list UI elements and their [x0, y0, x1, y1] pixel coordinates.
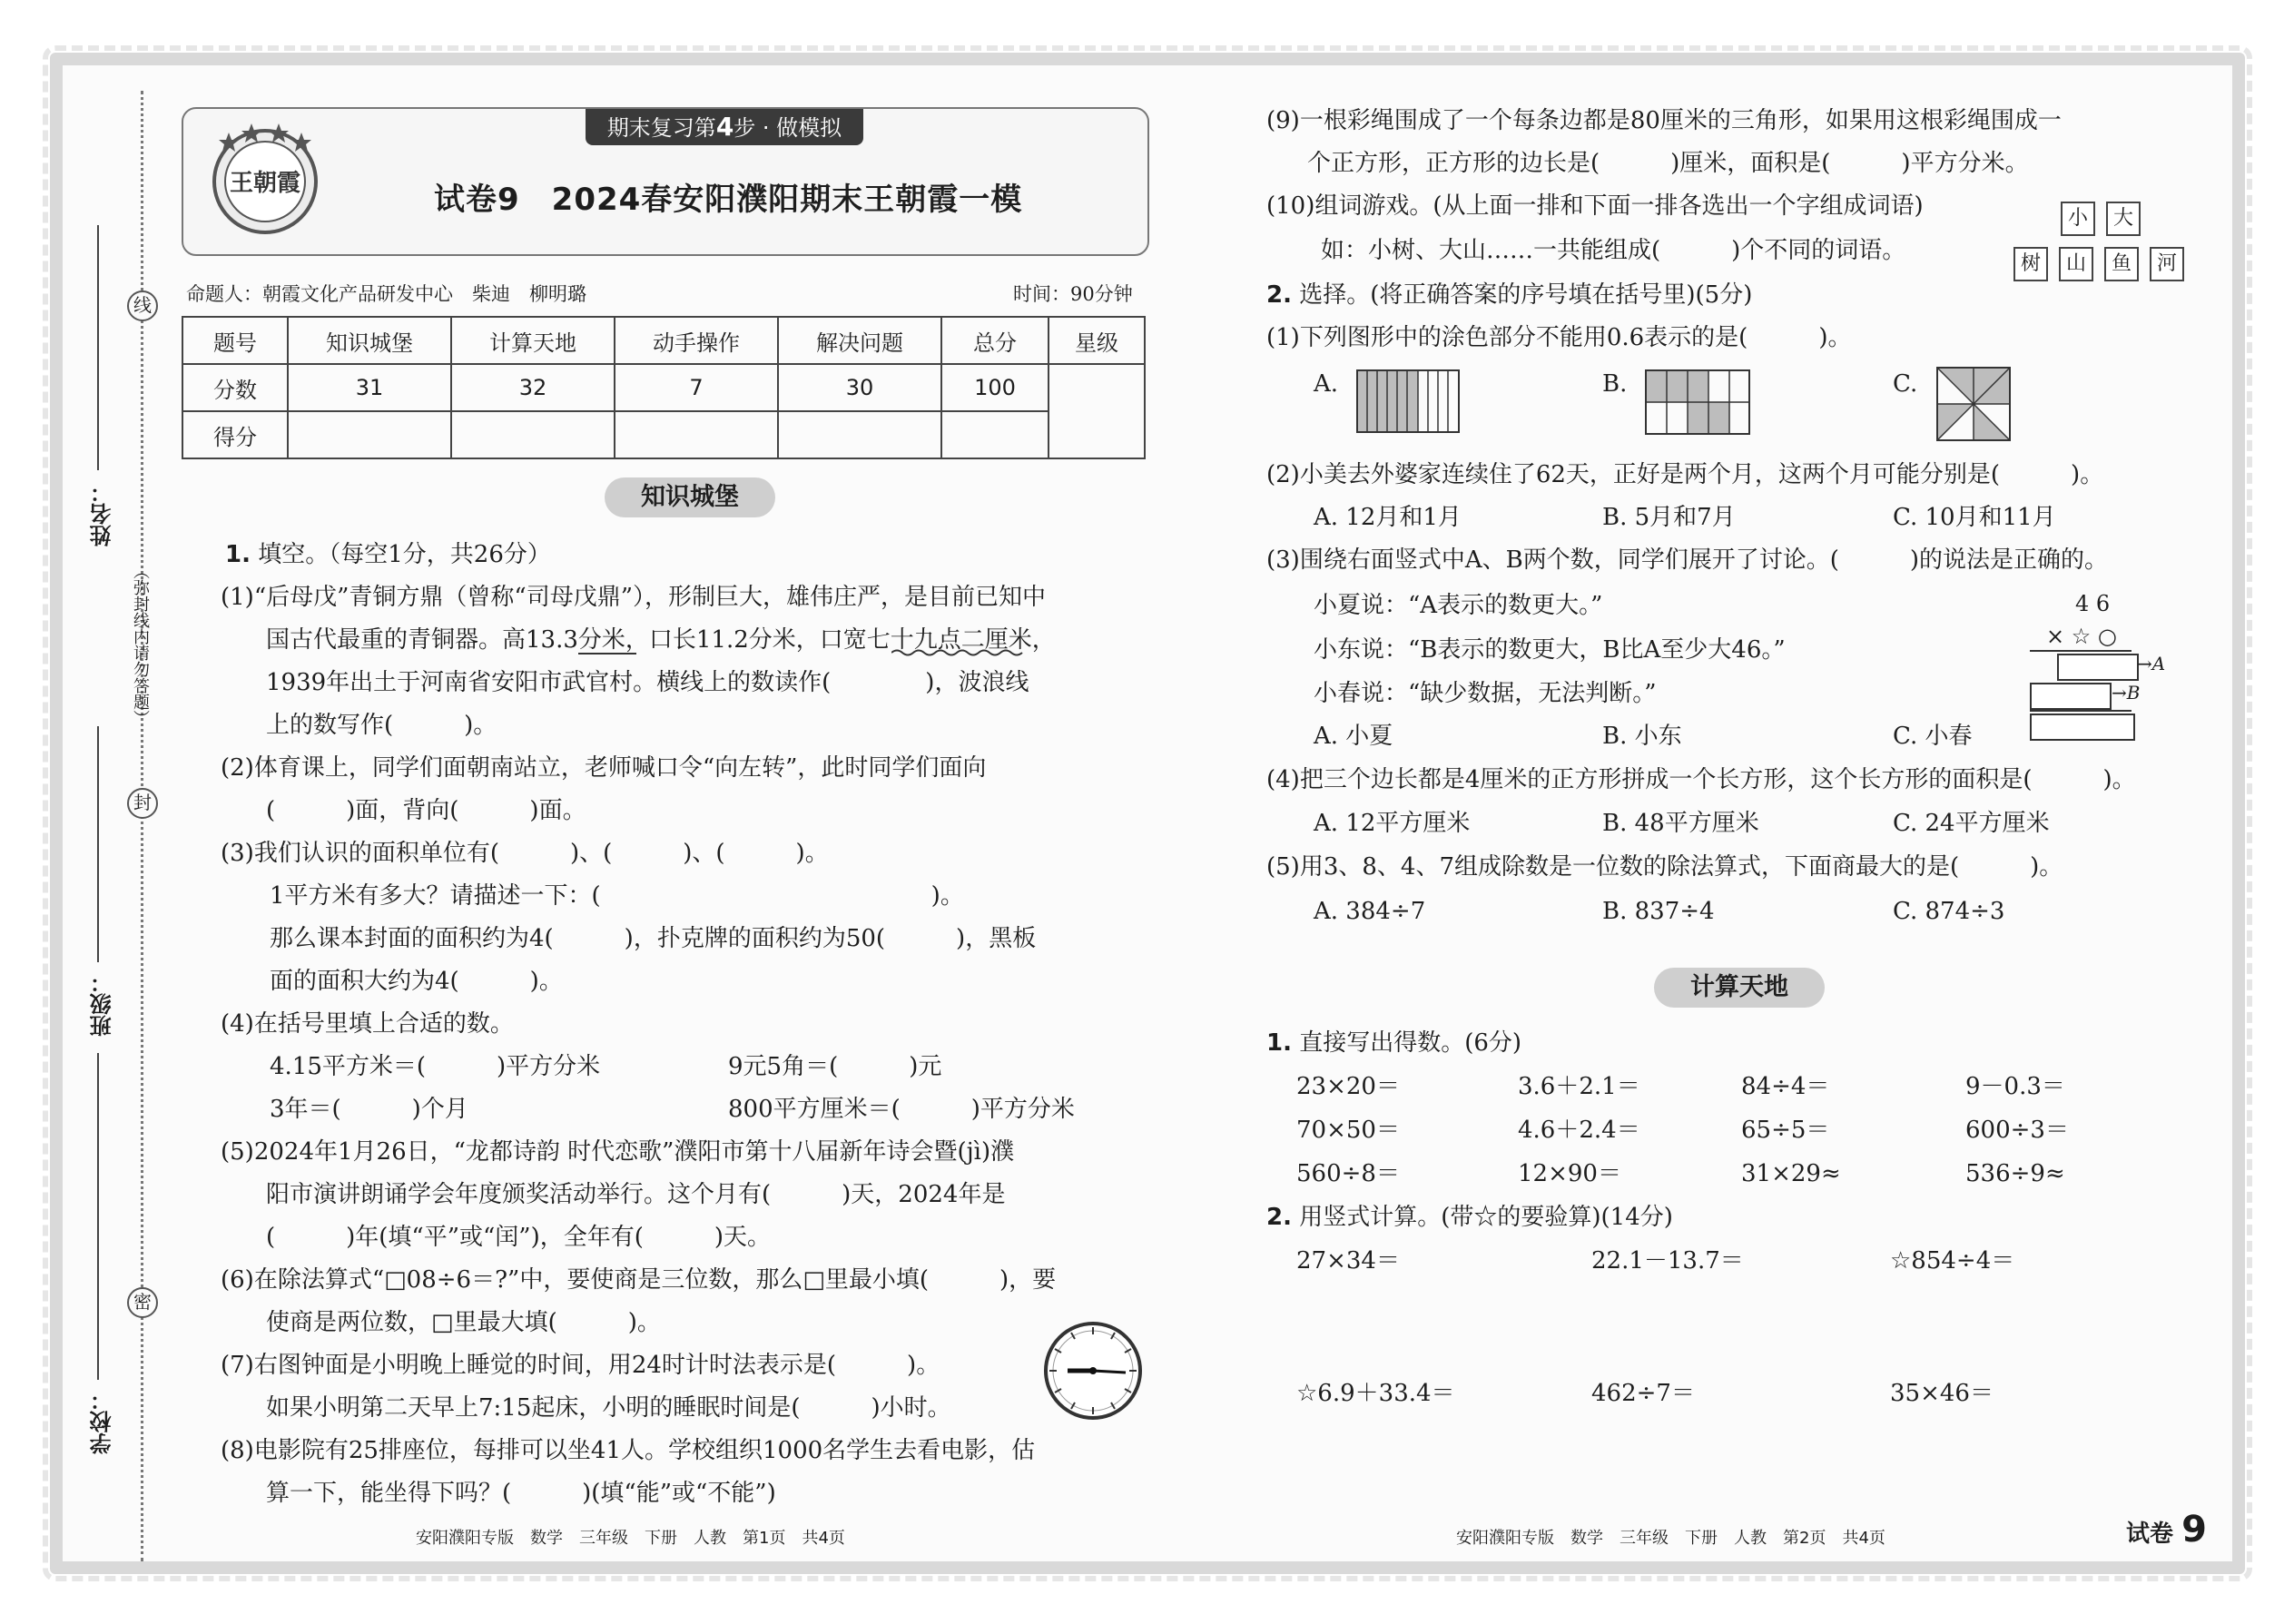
straight-underline	[578, 653, 636, 655]
footer-left: 安阳濮阳专版 数学 三年级 下册 人教 第1页 共4页	[416, 1529, 845, 1548]
q1-line: (9)一根彩绳围成了一个每条边都是80厘米的三角形，如果用这根彩绳围成一	[1266, 107, 2062, 134]
earned-cell[interactable]	[451, 411, 615, 458]
vertical-top: 4 6	[2075, 591, 2111, 616]
q1-line: ( )年(填“平”或“闰”)，全年有( )天。	[266, 1224, 772, 1251]
q1-heading: 1. 填空。（每空1分，共26分）	[225, 541, 551, 568]
q1-line: 面的面积大约为4( )。	[270, 968, 563, 995]
time-limit: 时间：90分钟	[1013, 283, 1133, 305]
section-calculation: 计算天地	[1654, 968, 1825, 1008]
choice-line: 小夏说：“A表示的数更大。”	[1314, 592, 1603, 619]
vertical-calc-item: ☆854÷4＝	[1890, 1247, 2015, 1275]
option: A. 小夏	[1314, 723, 1393, 750]
choice-line: (2)小美去外婆家连续住了62天，正好是两个月，这两个月可能分别是( )。	[1266, 461, 2104, 488]
binding-note: （弥封线内请勿答题）	[131, 563, 150, 726]
authors: 命题人：朝霞文化产品研发中心 柴迪 柳明璐	[186, 283, 586, 305]
calc-item: 23×20＝	[1296, 1073, 1400, 1100]
calc-item: 31×29≈	[1741, 1160, 1841, 1187]
clock-icon	[1042, 1320, 1144, 1422]
star-rating-cell[interactable]	[1049, 364, 1145, 458]
calc-item: 9－0.3＝	[1965, 1073, 2065, 1100]
binding-char-seal: 封	[127, 788, 158, 819]
q1-line: 上的数写作( )。	[266, 712, 497, 739]
score-header: 知识城堡	[288, 317, 451, 364]
score-value: 31	[288, 364, 451, 411]
vertical-second: × ☆ ○	[2046, 624, 2117, 649]
q1-line: 800平方厘米＝( )平方分米	[728, 1096, 1075, 1123]
q1-line: (5)2024年1月26日，“龙都诗韵 时代恋歌”濮阳市第十八届新年诗会暨(jì)濮	[221, 1138, 1015, 1166]
name-label: 姓名：	[90, 481, 115, 546]
q1-line: (7)右图钟面是小明晚上睡觉的时间，用24时计时法表示是( )。	[221, 1352, 940, 1379]
option-label: A.	[1314, 370, 1339, 398]
option: A. 384÷7	[1314, 898, 1426, 925]
option: B. 48平方厘米	[1602, 810, 1759, 837]
q1-line: 1平方米有多大？请描述一下：( )。	[270, 882, 964, 910]
binding-char-line: 线	[127, 290, 158, 321]
option: C. 24平方厘米	[1893, 810, 2050, 837]
q1-line: 9元5角＝( )元	[728, 1053, 942, 1080]
school-blank[interactable]	[97, 1053, 99, 1380]
figure-b	[1645, 369, 1750, 435]
vertical-rule-2	[2030, 710, 2132, 712]
option: B. 837÷4	[1602, 898, 1715, 925]
school-label: 学校：	[90, 1389, 115, 1454]
q1-line: 阳市演讲朗诵学会年度颁奖活动举行。这个月有( )天，2024年是	[266, 1181, 1006, 1208]
name-blank[interactable]	[97, 225, 99, 470]
vertical-box-result	[2030, 714, 2135, 741]
word-char: 山	[2059, 247, 2093, 281]
calc-item: 536÷9≈	[1965, 1160, 2065, 1187]
score-table	[182, 316, 1146, 459]
score-value: 7	[615, 364, 778, 411]
logo-seal	[202, 114, 329, 241]
calc-item: 65÷5＝	[1741, 1117, 1830, 1144]
option: A. 12平方厘米	[1314, 810, 1471, 837]
q1-line: 4.15平方米＝( )平方分米	[270, 1053, 601, 1080]
option: C. 小春	[1893, 723, 1973, 750]
q1-line: 使商是两位数，□里最大填( )。	[266, 1309, 661, 1336]
q1-line: (1)“后母戊”青铜方鼎（曾称“司母戊鼎”），形制巨大，雄伟庄严，是目前已知中	[221, 584, 1046, 611]
footer-right: 安阳濮阳专版 数学 三年级 下册 人教 第2页 共4页	[1456, 1529, 1885, 1548]
calc-item: 70×50＝	[1296, 1117, 1400, 1144]
q1-line: 个正方形，正方形的边长是( )厘米，面积是( )平方分米。	[1307, 150, 2029, 177]
score-header: 星级	[1049, 317, 1145, 364]
word-char: 大	[2106, 202, 2141, 236]
binding-char-secret: 密	[127, 1287, 158, 1318]
vertical-calc-item: 462÷7＝	[1591, 1380, 1695, 1407]
score-header: 计算天地	[451, 317, 615, 364]
score-value: 32	[451, 364, 615, 411]
choice-line: (5)用3、8、4、7组成除数是一位数的除法算式，下面商最大的是( )。	[1266, 853, 2063, 881]
q1-line: (4)在括号里填上合适的数。	[221, 1010, 514, 1038]
option-label: C.	[1893, 370, 1918, 398]
vertical-rule	[2030, 650, 2132, 652]
score-header: 题号	[182, 317, 288, 364]
figure-c	[1936, 367, 2011, 441]
logo-text: 王朝霞	[229, 170, 301, 197]
earned-cell[interactable]	[941, 411, 1049, 458]
calc-item: 84÷4＝	[1741, 1073, 1830, 1100]
binding-strip	[86, 91, 186, 1561]
choice-line: 小东说：“B表示的数更大，B比A至少大46。”	[1314, 636, 1786, 664]
q1-line: 3年＝( )个月	[270, 1096, 468, 1123]
figure-a	[1356, 369, 1460, 433]
q1-line: 1939年出土于河南省安阳市武官村。横线上的数读作( )，波浪线	[266, 669, 1029, 696]
wavy-underline	[891, 648, 1028, 657]
choice-line: (3)围绕右面竖式中A、B两个数，同学们展开了讨论。( )的说法是正确的。	[1266, 546, 2108, 574]
calc-item: 4.6＋2.4＝	[1518, 1117, 1640, 1144]
score-row-label: 得分	[182, 411, 288, 458]
q1-line: 算一下，能坐得下吗？( )(填“能”或“不能”)	[266, 1480, 776, 1507]
earned-cell[interactable]	[615, 411, 778, 458]
q1-line: ( )面，背向( )面。	[266, 797, 586, 824]
score-header: 总分	[941, 317, 1049, 364]
vertical-label-b: →B	[2112, 682, 2141, 704]
q2-heading: 2. 选择。(将正确答案的序号填在括号里)(5分)	[1266, 281, 1753, 309]
score-value: 100	[941, 364, 1049, 411]
vertical-calc-item: ☆6.9＋33.4＝	[1296, 1380, 1455, 1407]
score-header: 解决问题	[778, 317, 941, 364]
exam-title: 试卷9 2024春安阳濮阳期末王朝霞一模	[434, 182, 1023, 218]
q1-line: 那么课本封面的面积约为4( )，扑克牌的面积约为50( )，黑板	[270, 925, 1037, 952]
score-value: 30	[778, 364, 941, 411]
word-char: 小	[2061, 202, 2095, 236]
score-header: 动手操作	[615, 317, 778, 364]
q1-line: (8)电影院有25排座位，每排可以坐41人。学校组织1000名学生去看电影，估	[221, 1437, 1036, 1464]
vertical-label-a: →A	[2137, 653, 2166, 674]
q1-line: (3)我们认识的面积单位有( )、( )、( )。	[221, 840, 829, 867]
class-blank[interactable]	[97, 726, 99, 962]
paper-number: 试卷 9	[2126, 1509, 2207, 1550]
earned-cell[interactable]	[288, 411, 451, 458]
section-knowledge: 知识城堡	[605, 477, 775, 517]
calc-item: 3.6＋2.1＝	[1518, 1073, 1640, 1100]
vertical-calc-item: 27×34＝	[1296, 1247, 1400, 1275]
vertical-calc-item: 22.1－13.7＝	[1591, 1247, 1744, 1275]
earned-cell[interactable]	[778, 411, 941, 458]
option: B. 小东	[1602, 723, 1682, 750]
calc-item: 600÷3＝	[1965, 1117, 2069, 1144]
c1-heading: 1. 直接写出得数。(6分)	[1266, 1029, 1522, 1057]
q1-line: 如：小树、大山……一共能组成( )个不同的词语。	[1321, 237, 1906, 264]
banner: 期末复习第4步 · 做模拟	[586, 109, 863, 145]
choice-line: 小春说：“缺少数据，无法判断。”	[1314, 680, 1657, 707]
word-char: 河	[2150, 247, 2184, 281]
q1-line: (6)在除法算式“□08÷6＝?”中，要使商是三位数，那么□里最小填( )，要	[221, 1266, 1057, 1294]
option-label: B.	[1602, 370, 1628, 398]
calc-item: 12×90＝	[1518, 1160, 1621, 1187]
score-row-label: 分数	[182, 364, 288, 411]
class-label: 班级：	[90, 971, 115, 1037]
word-char: 鱼	[2104, 247, 2139, 281]
q1-line: 如果小明第二天早上7:15起床，小明的睡眠时间是( )小时。	[266, 1394, 951, 1422]
option: C. 874÷3	[1893, 898, 2005, 925]
choice-line: (1)下列图形中的涂色部分不能用0.6表示的是( )。	[1266, 324, 1852, 351]
option: A. 12月和1月	[1314, 504, 1462, 531]
vertical-box-b	[2030, 683, 2112, 710]
word-char: 树	[2013, 247, 2048, 281]
option: C. 10月和11月	[1893, 504, 2056, 531]
vertical-calc-item: 35×46＝	[1890, 1380, 1994, 1407]
q1-line: (2)体育课上，同学们面朝南站立，老师喊口令“向左转”，此时同学们面向	[221, 754, 987, 782]
q1-line: 国古代最重的青铜器。高13.3分米，口长11.2分米，口宽七十九点二厘米，	[266, 626, 1056, 654]
choice-line: (4)把三个边长都是4厘米的正方形拼成一个长方形，这个长方形的面积是( )。	[1266, 766, 2136, 793]
c2-heading: 2. 用竖式计算。(带☆的要验算)(14分)	[1266, 1204, 1673, 1231]
q1-line: (10)组词游戏。(从上面一排和下面一排各选出一个字组成词语)	[1266, 192, 1924, 220]
option: B. 5月和7月	[1602, 504, 1736, 531]
calc-item: 560÷8＝	[1296, 1160, 1400, 1187]
